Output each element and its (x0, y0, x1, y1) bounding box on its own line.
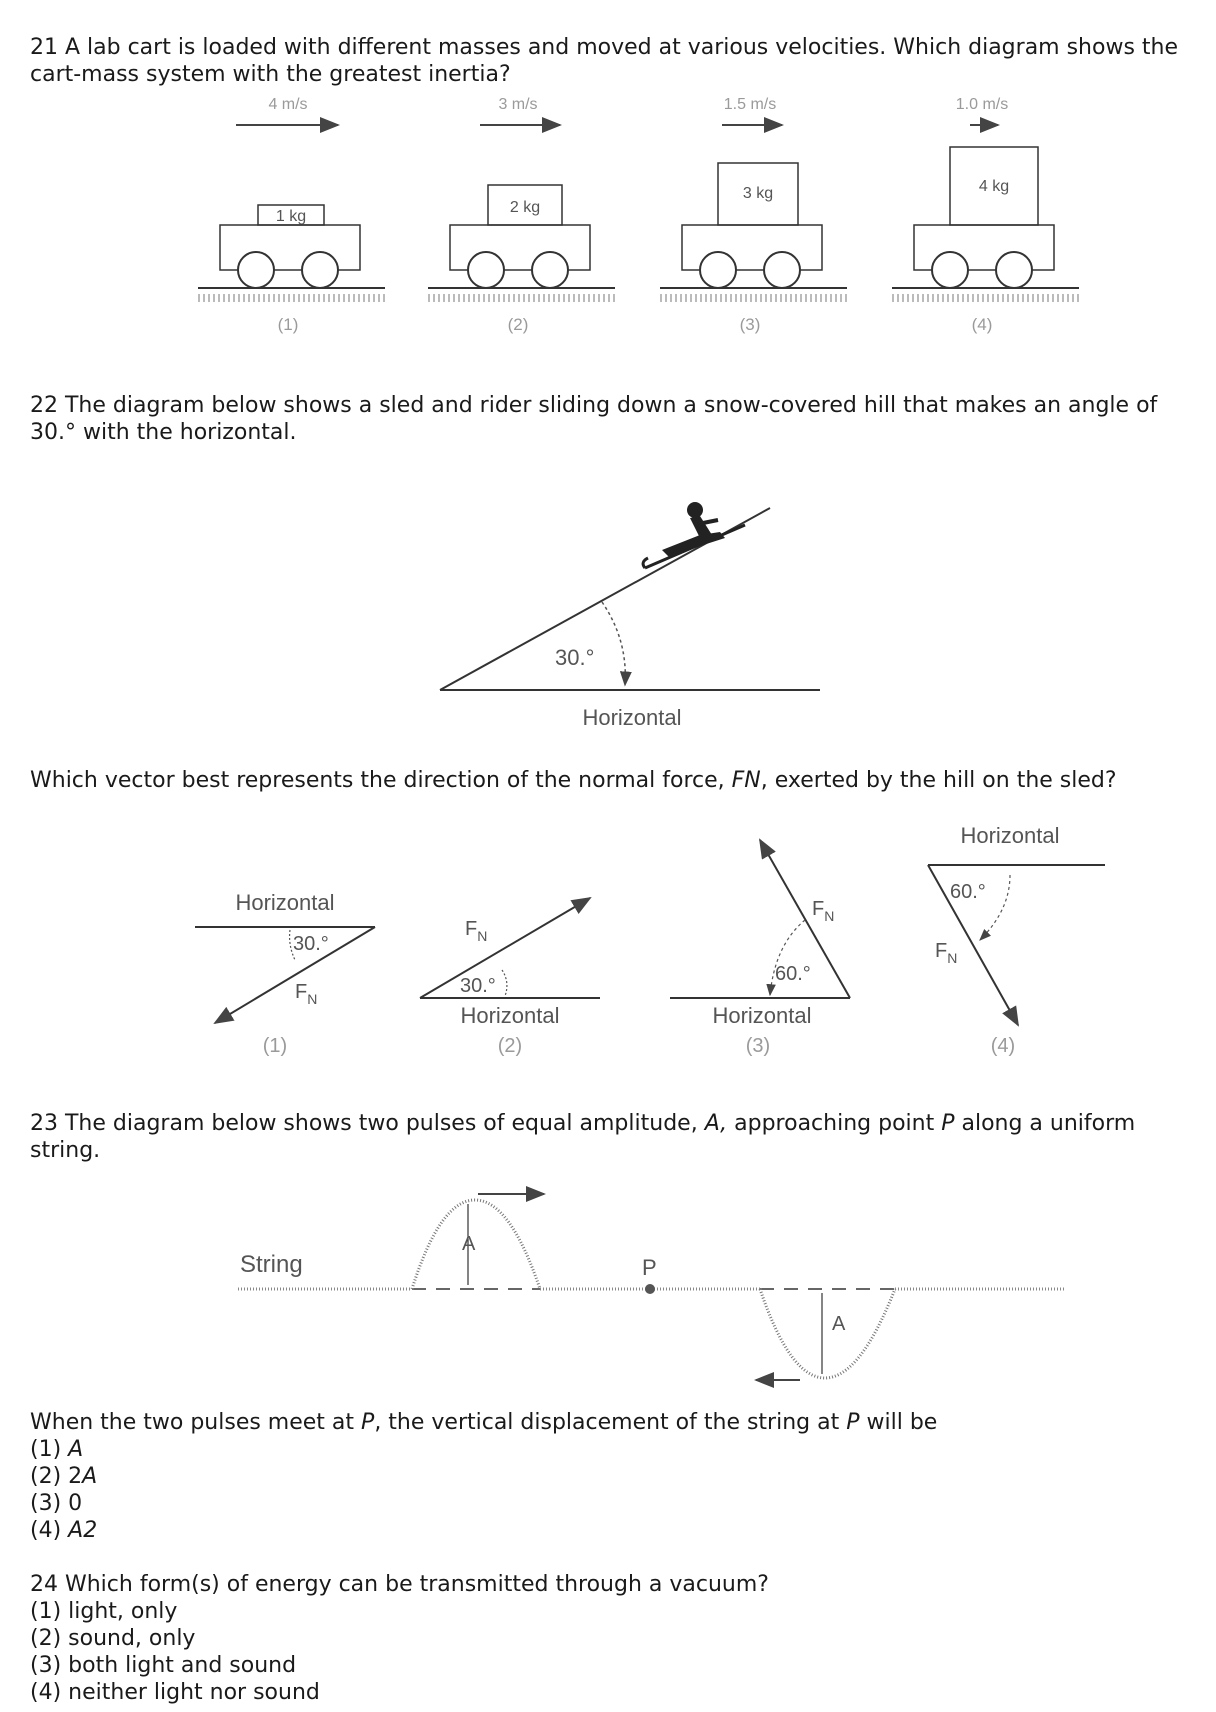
mass-label-1: 1 kg (275, 208, 307, 225)
pulse-figure (0, 1180, 1216, 1390)
option-label-3: (3) (739, 315, 761, 334)
q21-line1: 21 A lab cart is loaded with different masses and moved at various velocities. Which diagram shows the (30, 35, 1179, 60)
q21-line2: cart-mass system with the greatest inertia? (30, 62, 511, 87)
q23-option-4[interactable]: (4) A2 (30, 1518, 98, 1543)
horizontal-label-2: Horizontal (460, 1003, 560, 1028)
choice-label-3: (3) (745, 1035, 771, 1057)
amplitude-label-up: A (462, 1233, 476, 1255)
string-label: String (240, 1251, 303, 1278)
force-label-2: $F_N$ (465, 918, 488, 944)
force-choice-3 (670, 840, 850, 1057)
horizontal-label-4: Horizontal (960, 823, 1060, 848)
q23-option-2[interactable]: (2) 2A (30, 1464, 98, 1489)
q23-line2: string. (30, 1138, 101, 1163)
q24-option-2[interactable]: (2) sound, only (30, 1626, 196, 1651)
force-vector-2 (420, 898, 590, 998)
q22-line1: 22 The diagram below shows a sled and rider sliding down a snow-covered hill that makes an angle of (30, 393, 1158, 418)
angle-label-4: 60.° (950, 881, 986, 903)
q22-question: Which vector best represents the direction of the normal force, FN, exerted by the hill on the sled? (30, 768, 1117, 793)
wheel-icon (700, 252, 736, 288)
q23-text (30, 1110, 1135, 1164)
choice-label-4: (4) (990, 1035, 1016, 1057)
q24-text: 24 Which form(s) of energy can be transmitted through a vacuum? (30, 1572, 769, 1597)
q24-option-3[interactable]: (3) both light and sound (30, 1653, 297, 1678)
q22-line2: 30.° with the horizontal. (30, 420, 297, 445)
sled-rider-icon (643, 502, 745, 568)
option-label-1: (1) (277, 315, 299, 334)
mass-label-3: 3 kg (742, 185, 774, 202)
point-p (645, 1284, 655, 1294)
q21-text (30, 34, 1178, 88)
q21-figure (0, 85, 1216, 370)
angle-arc (602, 602, 625, 685)
angle-label-1: 30.° (293, 933, 329, 955)
force-choice-4 (928, 823, 1105, 1057)
velocity-label-3: 1.5 m/s (723, 96, 777, 113)
force-label-4: $F_N$ (935, 940, 958, 966)
cart-option-2 (428, 96, 615, 334)
mass-label-4: 4 kg (978, 178, 1010, 195)
horizontal-label-1: Horizontal (235, 890, 335, 915)
option-label-2: (2) (507, 315, 529, 334)
wheel-icon (764, 252, 800, 288)
option-label-4: (4) (971, 315, 993, 334)
pulse-down (760, 1289, 895, 1378)
force-choices-figure (0, 820, 1216, 1080)
force-label-1: $F_N$ (295, 981, 318, 1007)
cart-option-3 (660, 96, 847, 334)
force-choice-2 (420, 898, 600, 1057)
pulse-up (412, 1200, 540, 1289)
angle-label-2: 30.° (460, 975, 496, 997)
choice-label-2: (2) (497, 1035, 523, 1057)
point-p-label: P (642, 1255, 657, 1280)
force-label-3: $F_N$ (812, 898, 835, 924)
mass-label-2: 2 kg (509, 199, 541, 216)
q23-option-3[interactable]: (3) 0 (30, 1491, 83, 1516)
q24-options (30, 1598, 320, 1706)
q23-line1: 23 The diagram below shows two pulses of equal amplitude, A, approaching point P along a uniform (30, 1111, 1136, 1136)
sled-hill-figure (0, 480, 1216, 740)
wheel-icon (532, 252, 568, 288)
force-choice-1 (195, 890, 375, 1057)
velocity-label-2: 3 m/s (498, 96, 538, 113)
q22-text (30, 392, 1157, 446)
wheel-icon (302, 252, 338, 288)
cart-option-4 (892, 96, 1079, 334)
hill-angle-label: 30.° (555, 645, 595, 670)
q24-option-1[interactable]: (1) light, only (30, 1599, 178, 1624)
angle-label-3: 60.° (775, 963, 811, 985)
amplitude-label-down: A (832, 1313, 846, 1335)
wheel-icon (468, 252, 504, 288)
cart-option-1 (198, 96, 385, 334)
wheel-icon (996, 252, 1032, 288)
q23-question: When the two pulses meet at P, the vertical displacement of the string at P will be (30, 1410, 938, 1435)
velocity-label-1: 4 m/s (268, 96, 308, 113)
wheel-icon (932, 252, 968, 288)
q23-option-1[interactable]: (1) A (30, 1437, 84, 1462)
choice-label-1: (1) (262, 1035, 288, 1057)
q24-option-4[interactable]: (4) neither light nor sound (30, 1680, 320, 1705)
wheel-icon (238, 252, 274, 288)
hill-horizontal-label: Horizontal (582, 705, 682, 730)
horizontal-label-3: Horizontal (712, 1003, 812, 1028)
q23-options (30, 1436, 97, 1544)
velocity-label-4: 1.0 m/s (955, 96, 1009, 113)
